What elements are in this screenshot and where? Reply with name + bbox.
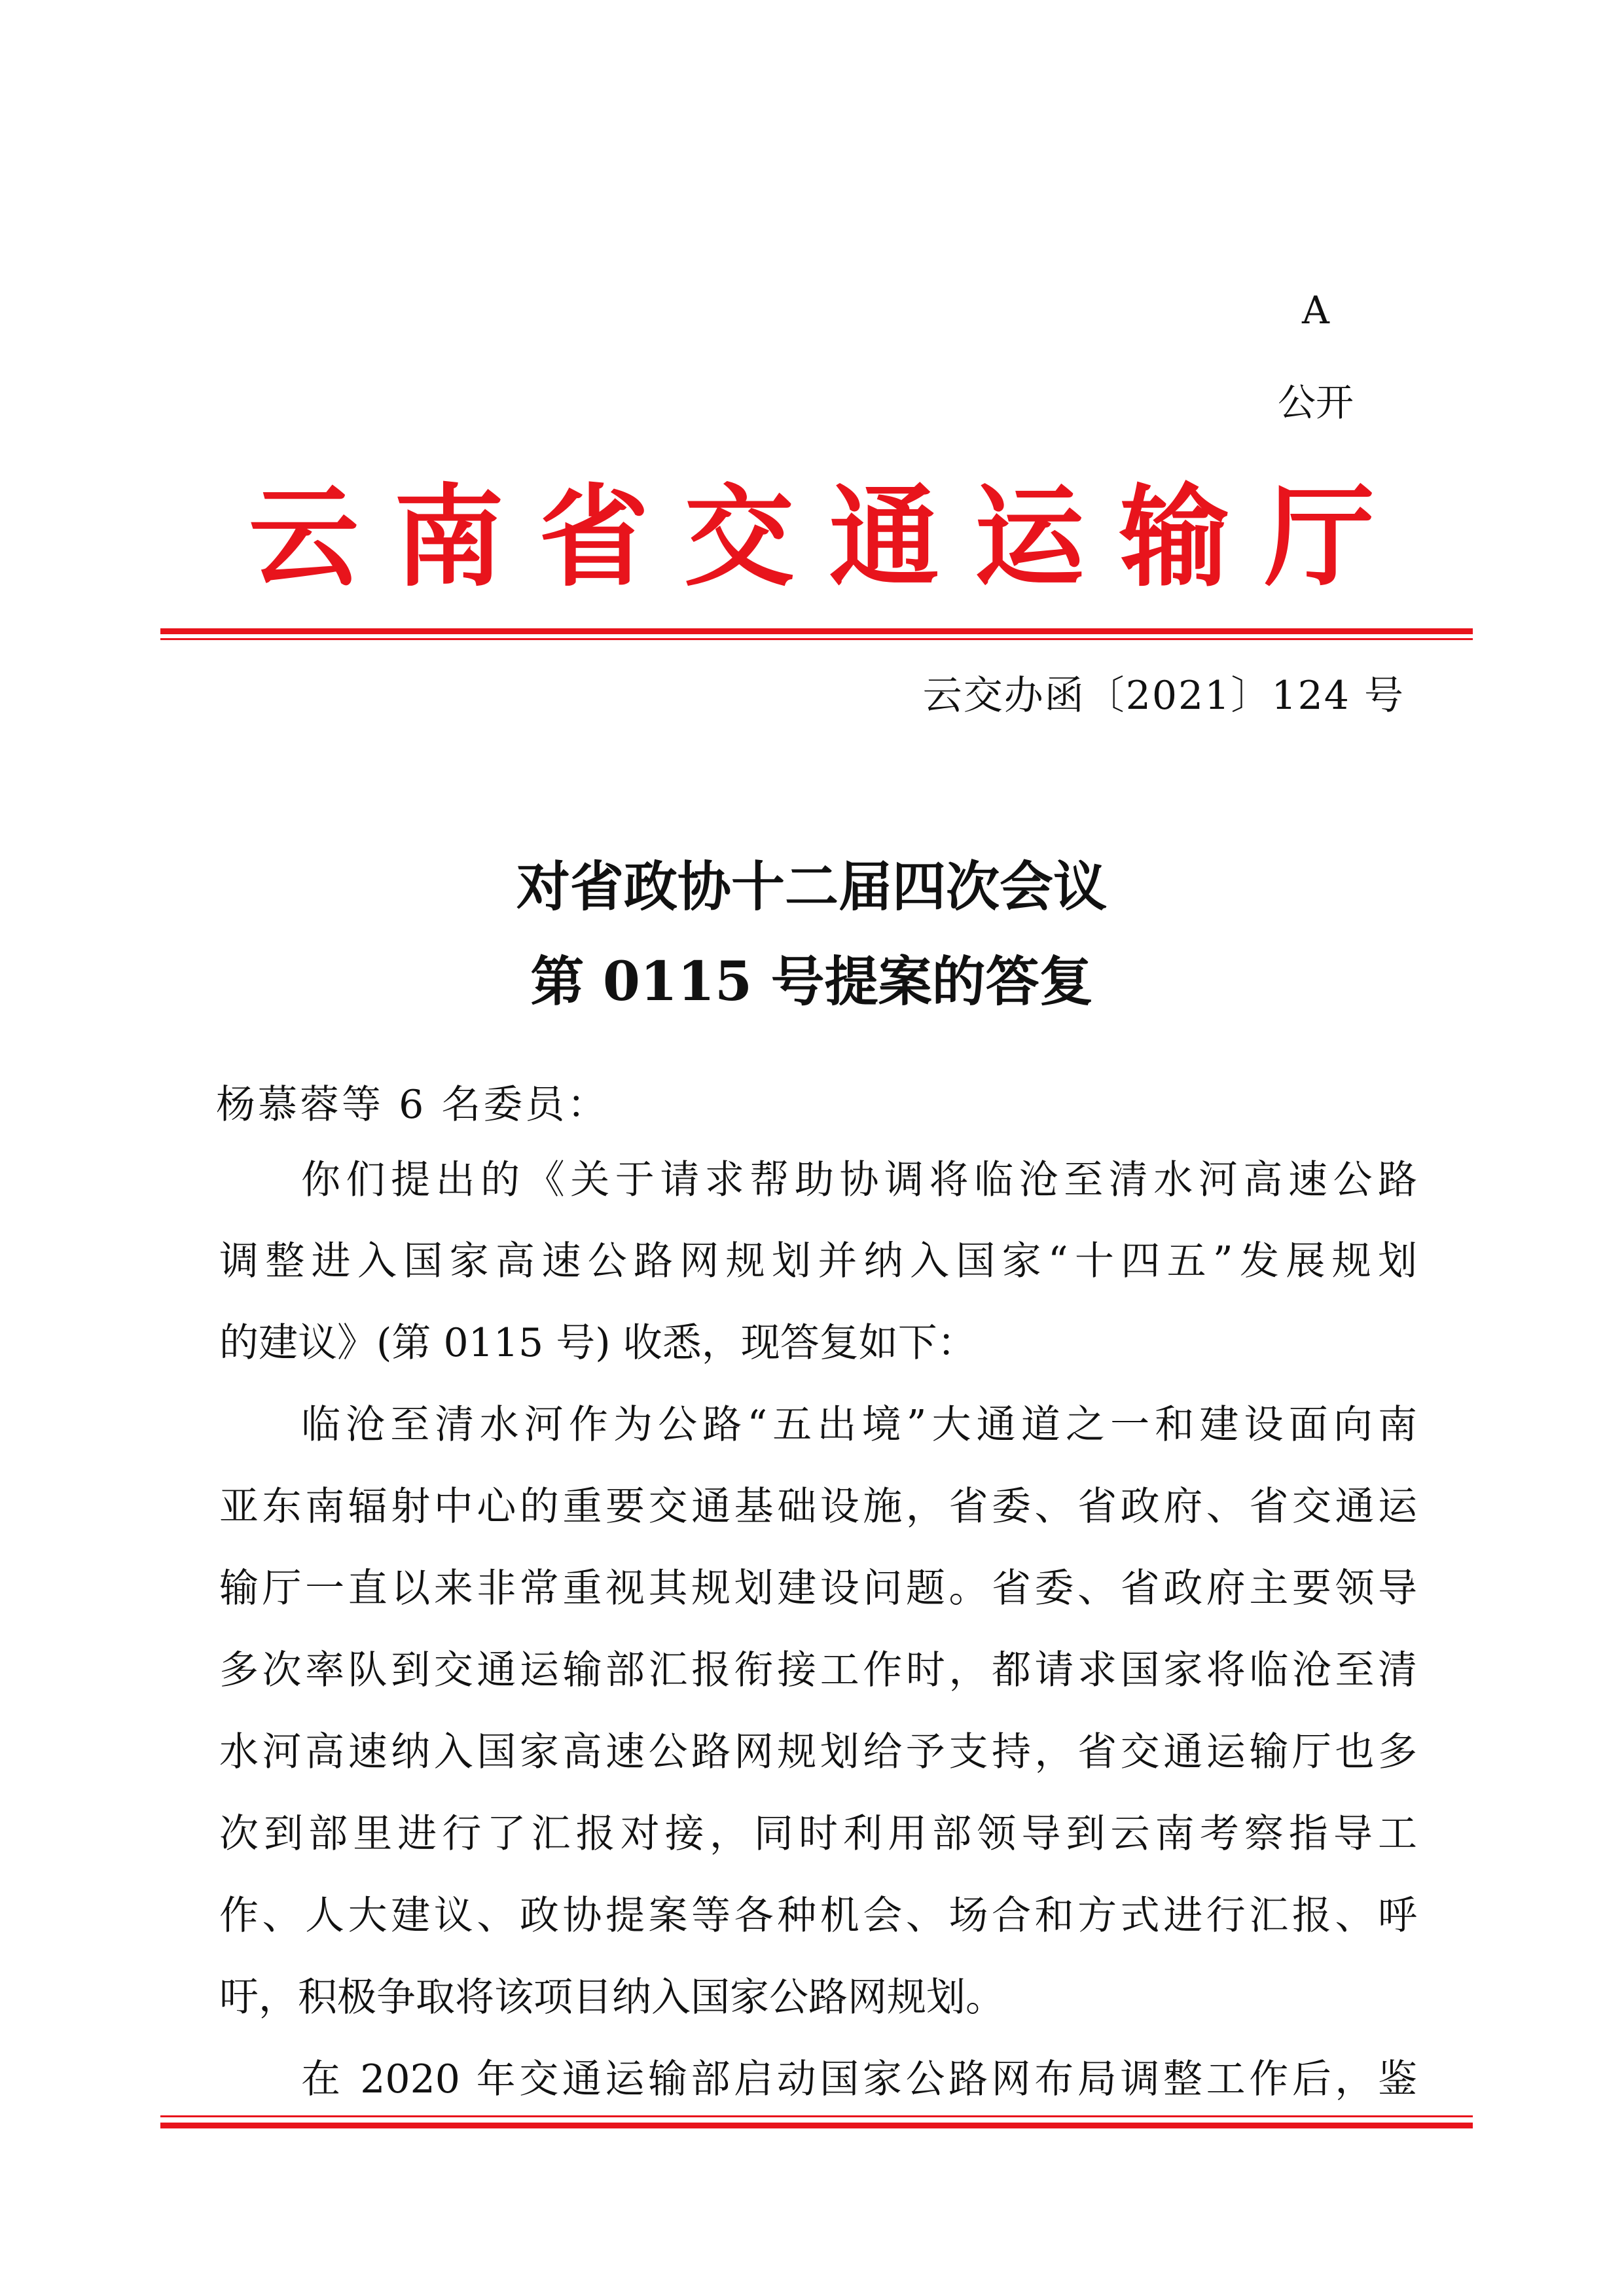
security-grade: A — [1302, 288, 1329, 332]
body-line: 临沧至清水河作为公路“五出境”大通道之一和建设面向南 — [301, 1402, 1417, 1448]
title-line-1: 对省政协十二届四次会议 — [516, 855, 1107, 918]
agency-char: 省 — [539, 472, 649, 601]
agency-char: 运 — [974, 472, 1085, 601]
body-line: 你们提出的《关于请求帮助协调将临沧至清水河高速公路 — [301, 1157, 1417, 1203]
salutation: 杨慕蓉等 6 名委员： — [216, 1082, 609, 1128]
footer-rule-thick — [160, 2123, 1473, 2128]
agency-char: 通 — [829, 472, 939, 601]
agency-name-header — [249, 472, 1375, 601]
body-line: 多次率队到交通运输部汇报衔接工作时，都请求国家将临沧至清 — [219, 1647, 1417, 1693]
header-rule-thin — [160, 638, 1473, 640]
body-line: 次到部里进行了汇报对接，同时利用部领导到云南考察指导工 — [219, 1811, 1417, 1857]
agency-char: 南 — [393, 472, 504, 601]
agency-char: 厅 — [1264, 472, 1375, 601]
header-rule-thick — [160, 628, 1473, 634]
body-line: 输厅一直以来非常重视其规划建设问题。省委、省政府主要领导 — [219, 1566, 1417, 1611]
agency-char: 云 — [249, 472, 359, 601]
title-line-2: 第 0115 号提案的答复 — [530, 950, 1093, 1013]
document-number: 云交办函〔2021〕124 号 — [922, 673, 1405, 719]
body-line: 吁，积极争取将该项目纳入国家公路网规划。 — [219, 1975, 1005, 2020]
publicity-label: 公开 — [1277, 380, 1354, 425]
agency-char: 交 — [684, 472, 795, 601]
body-line: 在 2020 年交通运输部启动国家公路网布局调整工作后，鉴 — [301, 2056, 1417, 2102]
body-line: 作、人大建议、政协提案等各种机会、场合和方式进行汇报、呼 — [219, 1893, 1417, 1939]
agency-char: 输 — [1119, 472, 1230, 601]
body-line: 亚东南辐射中心的重要交通基础设施，省委、省政府、省交通运 — [219, 1484, 1417, 1530]
body-line: 水河高速纳入国家高速公路网规划给予支持，省交通运输厅也多 — [219, 1729, 1417, 1775]
body-line: 调整进入国家高速公路网规划并纳入国家“十四五”发展规划 — [219, 1238, 1417, 1284]
body-line: 的建议》(第 0115 号) 收悉，现答复如下： — [219, 1320, 977, 1366]
footer-rule-thin — [160, 2115, 1473, 2117]
